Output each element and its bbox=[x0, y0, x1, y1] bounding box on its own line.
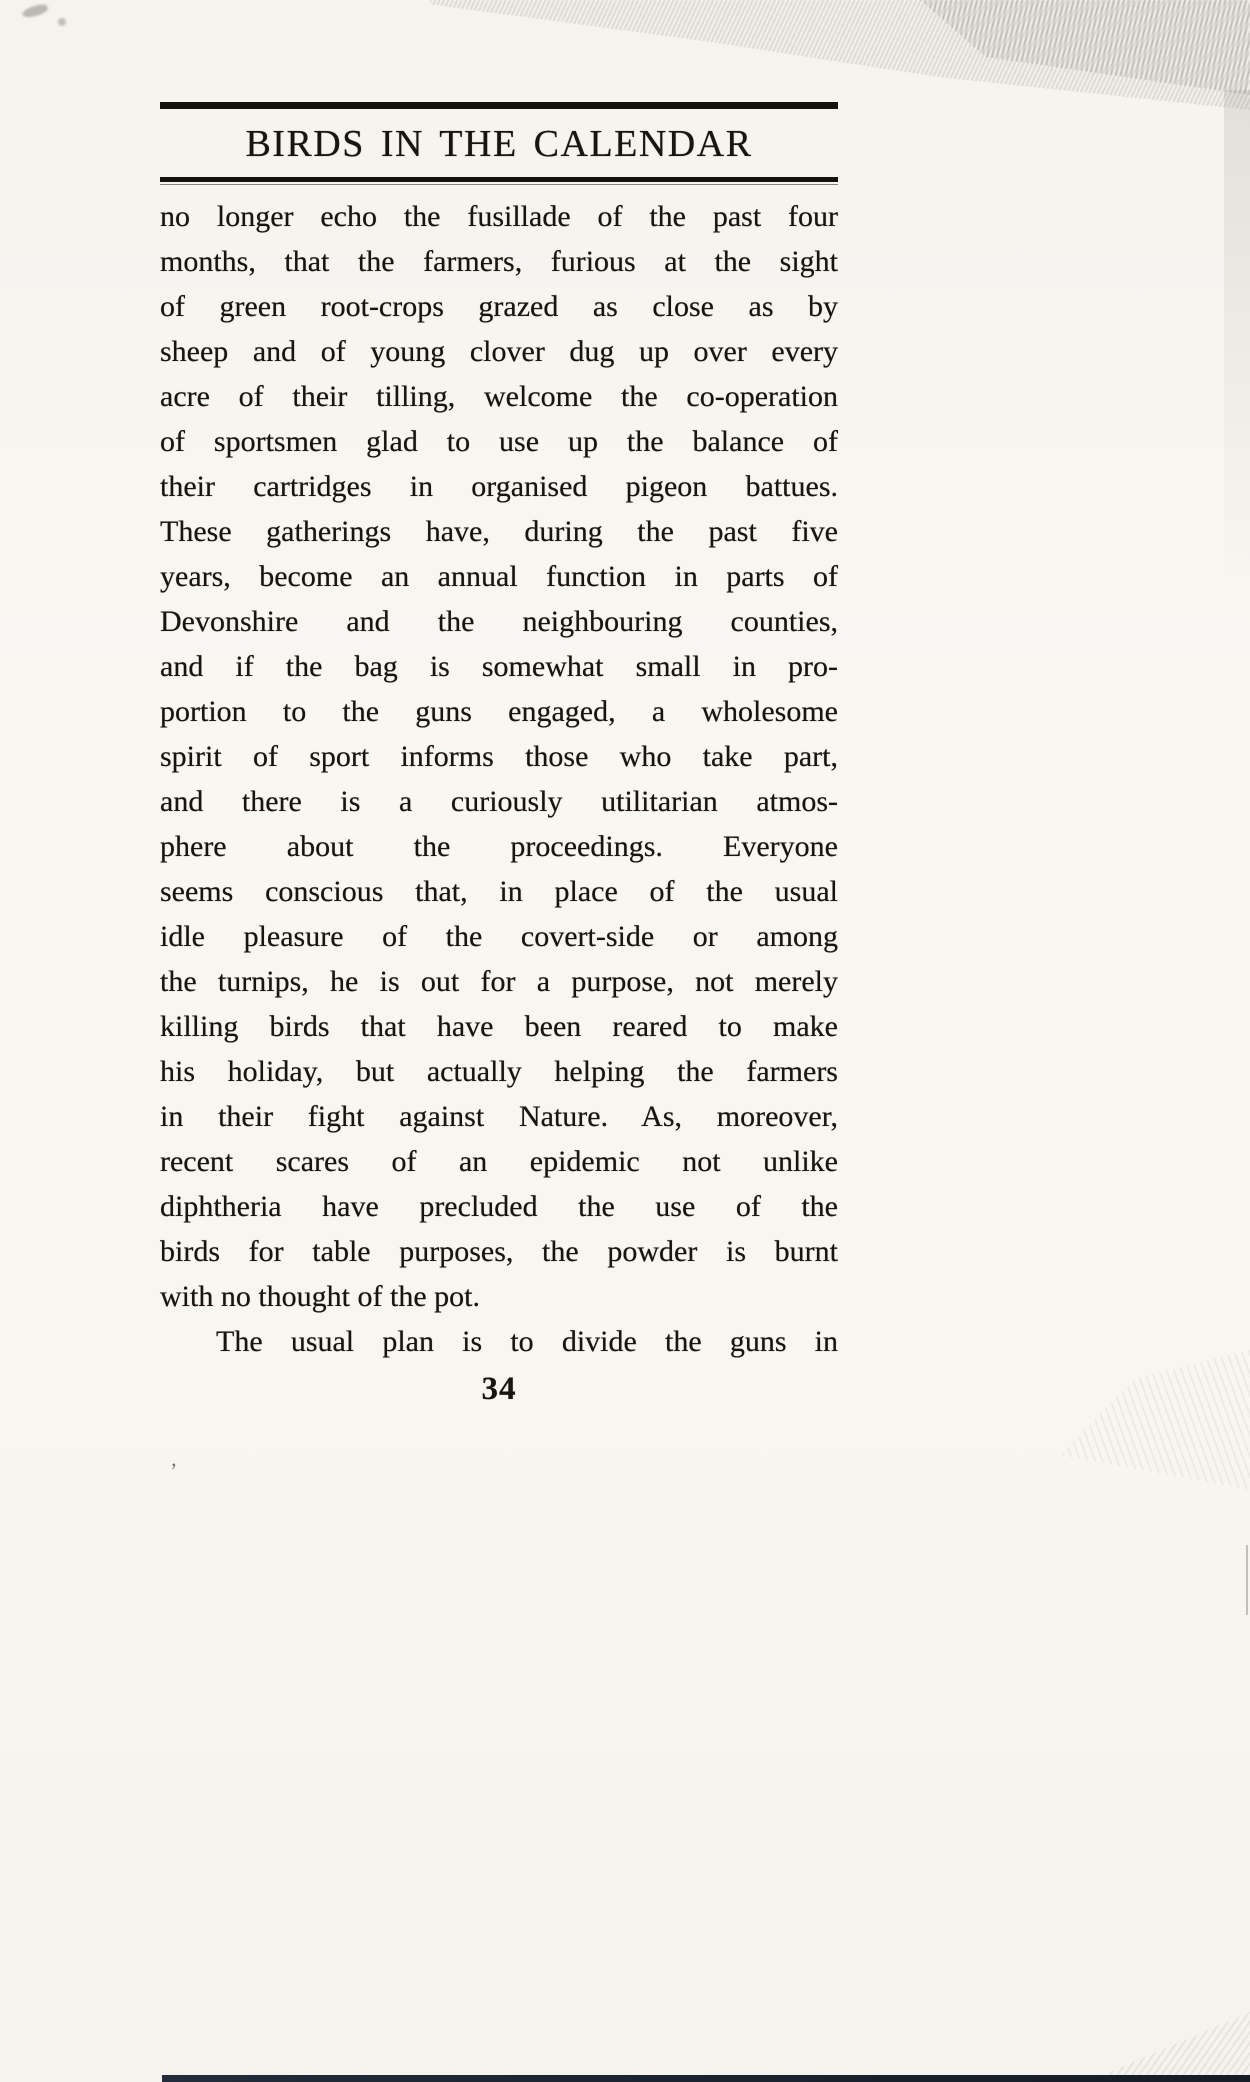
page-number: 34 bbox=[481, 1371, 517, 1407]
text-line: their cartridges in organised pigeon battues. bbox=[160, 470, 838, 503]
text-line: idle pleasure of the covert-side or among bbox=[160, 920, 838, 953]
text-line: spirit of sport informs those who take part, bbox=[160, 740, 838, 773]
text-line: of sportsmen glad to use up the balance of bbox=[160, 425, 838, 458]
text-line: Devonshire and the neighbouring counties, bbox=[160, 605, 838, 638]
text-line: phere about the proceedings. Everyone bbox=[160, 830, 838, 863]
text-line: portion to the guns engaged, a wholesome bbox=[160, 695, 838, 728]
text-line: in their fight against Nature. As, moreover, bbox=[160, 1100, 838, 1133]
text-line: killing birds that have been reared to make bbox=[160, 1010, 838, 1043]
text-line: seems conscious that, in place of the usual bbox=[160, 875, 838, 908]
scan-texture-bottom-right bbox=[1040, 1985, 1250, 2075]
text-line: no longer echo the fusillade of the past four bbox=[160, 200, 838, 233]
text-line: his holiday, but actually helping the farmers bbox=[160, 1055, 838, 1088]
scan-texture-right-edge bbox=[1224, 90, 1250, 590]
text-line-paragraph-end: with no thought of the pot. bbox=[160, 1280, 480, 1313]
text-line: years, become an annual function in parts of bbox=[160, 560, 838, 593]
header-rule-top bbox=[160, 102, 838, 109]
scan-edge-bottom-bar bbox=[162, 2075, 1250, 2082]
scan-line-right-edge bbox=[1246, 1545, 1248, 1615]
running-head-title: BIRDS IN THE CALENDAR bbox=[245, 123, 753, 165]
text-line: of green root-crops grazed as close as by bbox=[160, 290, 838, 323]
smudge-dot-top-left bbox=[58, 18, 66, 26]
text-line: birds for table purposes, the powder is burnt bbox=[160, 1235, 838, 1268]
smudge-mark-top-left bbox=[21, 3, 49, 19]
text-line-new-paragraph: The usual plan is to divide the guns in bbox=[216, 1325, 838, 1358]
text-line: These gatherings have, during the past five bbox=[160, 515, 838, 548]
text-line: diphtheria have precluded the use of the bbox=[160, 1190, 838, 1223]
text-line: and there is a curiously utilitarian atmos- bbox=[160, 785, 838, 818]
scan-texture-mid-right bbox=[1060, 1350, 1250, 1490]
text-line: the turnips, he is out for a purpose, not merely bbox=[160, 965, 838, 998]
text-line: and if the bag is somewhat small in pro- bbox=[160, 650, 838, 683]
text-line: months, that the farmers, furious at the sight bbox=[160, 245, 838, 278]
text-column bbox=[160, 102, 838, 1408]
body-text bbox=[160, 194, 838, 1364]
stray-ink-mark: ’ bbox=[170, 1458, 178, 1483]
text-line: sheep and of young clover dug up over every bbox=[160, 335, 838, 368]
text-line: recent scares of an epidemic not unlike bbox=[160, 1145, 838, 1178]
header-rule-bottom bbox=[160, 177, 838, 182]
text-line: acre of their tilling, welcome the co-operation bbox=[160, 380, 838, 413]
